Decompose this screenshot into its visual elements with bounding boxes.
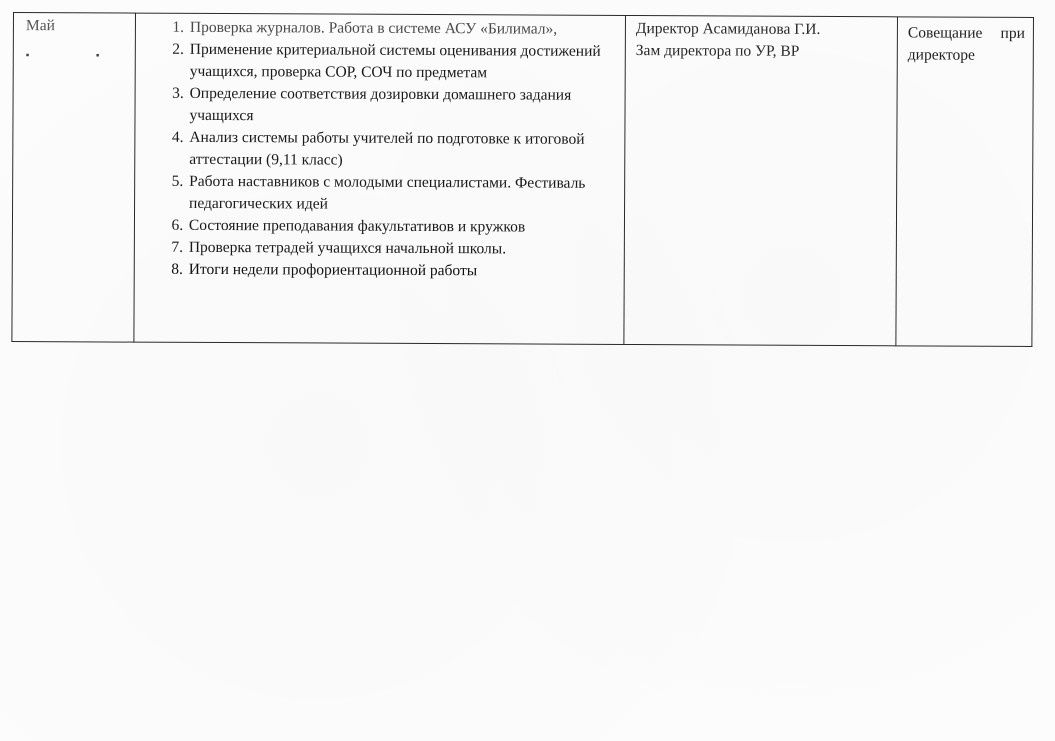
plan-table <box>11 12 1034 347</box>
form-line-1: Совещание при <box>907 24 1025 42</box>
table-row <box>12 13 1034 347</box>
list-item: 7. Проверка тетрадей учащихся начальной школы. <box>187 237 624 261</box>
month-label: Май <box>25 17 55 35</box>
responsible-director: Директор Асамиданова Г.И. <box>635 20 821 38</box>
responsible-deputy: Зам директора по УР, ВР <box>635 42 800 60</box>
list-item: 6. Состояние преподавания факультативов и кружков <box>187 215 624 239</box>
list-item: 5. Работа наставников с молодыми специалистами. Фестиваль педагогических идей <box>187 171 624 217</box>
tasks-cell <box>134 13 626 344</box>
list-item: 1. Проверка журналов. Работа в системе АСУ «Билимал», <box>188 17 625 41</box>
list-item: 4. Анализ системы работы учителей по подготовке к итоговой аттестации (9,11 класс) <box>187 127 624 173</box>
month-marks: ▪ ▪ <box>25 50 132 62</box>
form-line-2: директоре <box>907 46 975 64</box>
list-item: 3. Определение соответствия дозировки домашнего задания учащихся <box>187 83 624 129</box>
form-cell <box>896 17 1034 347</box>
responsible-cell <box>624 15 898 345</box>
list-item: 2. Применение критериальной системы оценивания достижений учащихся, проверка СОР, СОЧ по предметам <box>188 39 625 85</box>
month-cell <box>12 13 136 343</box>
list-item: 8. Итоги недели профориентационной работы <box>187 259 624 283</box>
task-list <box>135 14 625 283</box>
